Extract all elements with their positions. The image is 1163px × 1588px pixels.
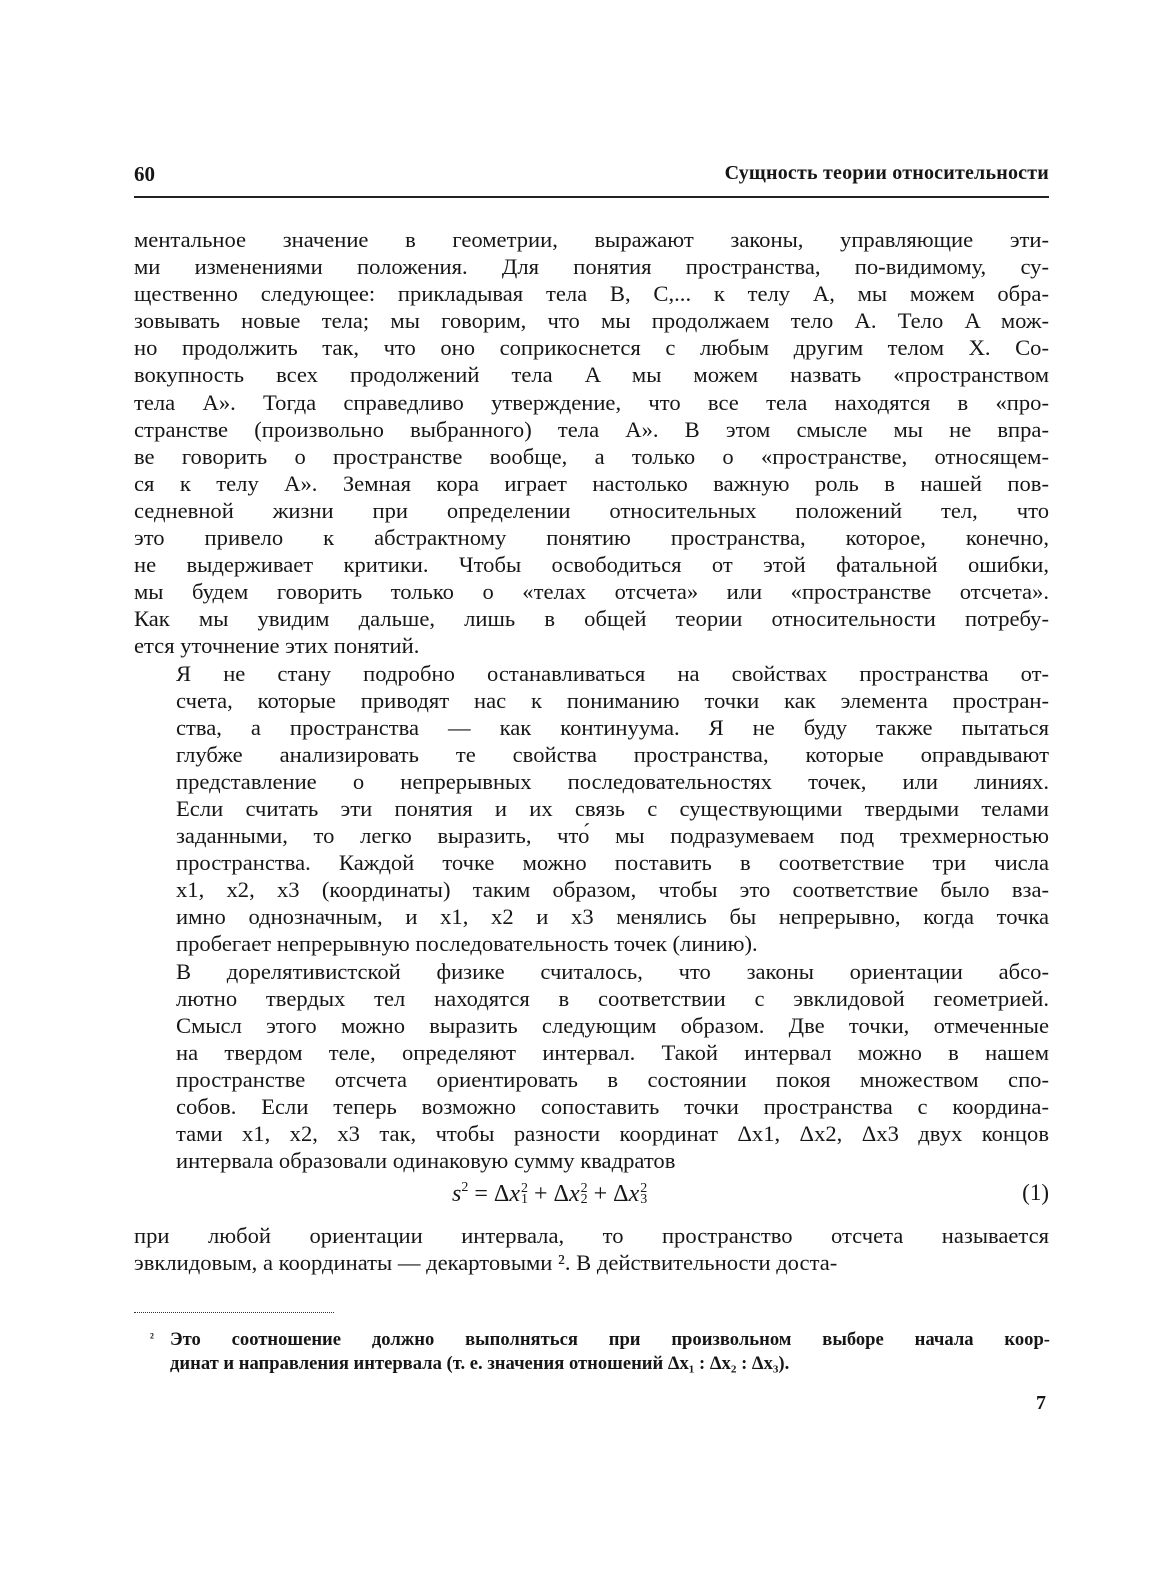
footnote-rule	[134, 1312, 334, 1313]
text-line: тами x1, x2, x3 так, чтобы разности координат Δx1, Δx2, Δx3 двух концов	[176, 1121, 1049, 1147]
text-line: вокупность всех продолжений тела A мы можем назвать «пространством	[134, 362, 1049, 388]
formula-lhs-power: 2	[461, 1180, 469, 1196]
text-line: странстве (произвольно выбранного) тела A». В этом смысле мы не впра-	[134, 416, 1049, 442]
text-line: тела A». Тогда справедливо утверждение, что все тела находятся в «про-	[134, 389, 1049, 415]
text-line: заданными, то легко выразить, что́ мы подразумеваем под трехмерностью	[176, 823, 1049, 849]
text-line: Это соотношение должно выполняться при произвольном выборе начала коор-	[170, 1329, 1050, 1350]
text-line: x1, x2, x3 (координаты) таким образом, чтобы это соответствие было вза-	[176, 877, 1049, 903]
paragraph	[134, 226, 1049, 660]
text-line: ментальное значение в геометрии, выражают законы, управляющие эти-	[134, 227, 1049, 252]
text-line: глубже анализировать те свойства пространства, которые оправдывают	[176, 741, 1049, 767]
text-line: собов. Если теперь возможно сопоставить точки пространства с координа-	[176, 1094, 1049, 1119]
text-line: седневной жизни при определении относительных положений тел, что	[134, 497, 1049, 523]
text-line: пространстве отсчета ориентировать в состоянии покоя множеством спо-	[176, 1066, 1049, 1092]
text-line: пространства. Каждой точке можно поставить в соответствие три числа	[176, 850, 1049, 876]
text-line: счета, которые приводят нас к пониманию точки как элемента простран-	[176, 687, 1049, 713]
paragraph	[134, 958, 1049, 1175]
text-line: пробегает непрерывную последовательность точек (линию).	[176, 931, 758, 957]
footnote-mark: ²	[150, 1330, 154, 1345]
text-line: эвклидовым, а координаты — декартовыми ². В действительности доста-	[134, 1250, 838, 1276]
formula-lhs: s	[452, 1181, 462, 1208]
text-line: щественно следующее: прикладывая тела B, C,... к телу A, мы можем обра-	[134, 281, 1049, 307]
formula-plus-1: +	[533, 1181, 548, 1208]
running-title: Сущность теории относительности	[724, 162, 1049, 184]
text-line: ве говорить о пространстве вообще, а только о «пространстве, относящем-	[134, 443, 1049, 469]
text-line: лютно твердых тел находятся в соответствии с эвклидовой геометрией.	[176, 985, 1049, 1011]
paragraphs	[134, 226, 1049, 1174]
formula-term-3: Δx 2 3	[613, 1181, 648, 1208]
text-line: мы будем говорить только о «телах отсчета» или «пространстве отсчета».	[134, 579, 1049, 605]
page-header	[134, 158, 1049, 192]
text-line: Как мы увидим дальше, лишь в общей теории относительности потребу-	[134, 606, 1049, 632]
text-line: ми изменениями положения. Для понятия пространства, по-видимому, су-	[134, 254, 1049, 280]
text-line: Я не стану подробно останавливаться на свойствах пространства от-	[176, 660, 1049, 686]
page-number: 60	[134, 162, 155, 186]
text-line: ется уточнение этих понятий.	[134, 633, 420, 659]
text-line: это привело к абстрактному понятию пространства, которое, конечно,	[134, 525, 1049, 551]
text-line: представление о непрерывных последовательностях точек, или линиях.	[176, 768, 1049, 794]
header-rule	[134, 196, 1049, 198]
formula-1	[452, 1180, 647, 1208]
body-text	[134, 226, 1049, 1276]
text-line: динат и направления интервала (т. е. значения отношений Δx₁ : Δx₂ : Δx₃).	[170, 1353, 790, 1374]
paragraph-after-formula	[134, 1222, 1049, 1276]
text-line: зовывать новые тела; мы говорим, что мы продолжаем тело A. Тело A мож-	[134, 308, 1049, 334]
text-line: имно однозначным, и x1, x2 и x3 менялись бы непрерывно, когда точка	[176, 904, 1049, 930]
signature-mark: 7	[1036, 1392, 1046, 1414]
text-line: Если считать эти понятия и их связь с существующими твердыми телами	[176, 795, 1049, 821]
text-line: ства, а пространства — как континуума. Я не буду также пытаться	[176, 714, 1049, 740]
text-line: ся к телу A». Земная кора играет настолько важную роль в нашей пов-	[134, 470, 1049, 496]
text-line: интервала образовали одинаковую сумму квадратов	[176, 1148, 676, 1174]
formula-term-2: Δx 2 2	[553, 1181, 588, 1208]
footnote	[150, 1328, 1050, 1376]
text-line: Смысл этого можно выразить следующим образом. Две точки, отмеченные	[176, 1012, 1049, 1038]
text-line: не выдерживает критики. Чтобы освободиться от этой фатальной ошибки,	[134, 552, 1049, 578]
formula-equals: =	[474, 1181, 488, 1208]
paragraph	[134, 660, 1049, 958]
formula-plus-2: +	[593, 1181, 608, 1208]
formula-row	[134, 1176, 1049, 1222]
equation-number: (1)	[1022, 1180, 1049, 1206]
formula-term-1: Δx 2 1	[493, 1181, 528, 1208]
text-line: на твердом теле, определяют интервал. Такой интервал можно в нашем	[176, 1039, 1049, 1065]
footnote-text	[170, 1328, 1050, 1376]
text-line: но продолжить так, что оно соприкоснется с любым другим телом X. Со-	[134, 335, 1049, 361]
text-line: В дорелятивистской физике считалось, что законы ориентации абсо-	[176, 958, 1049, 984]
text-line: при любой ориентации интервала, то пространство отсчета называется	[134, 1223, 1049, 1249]
